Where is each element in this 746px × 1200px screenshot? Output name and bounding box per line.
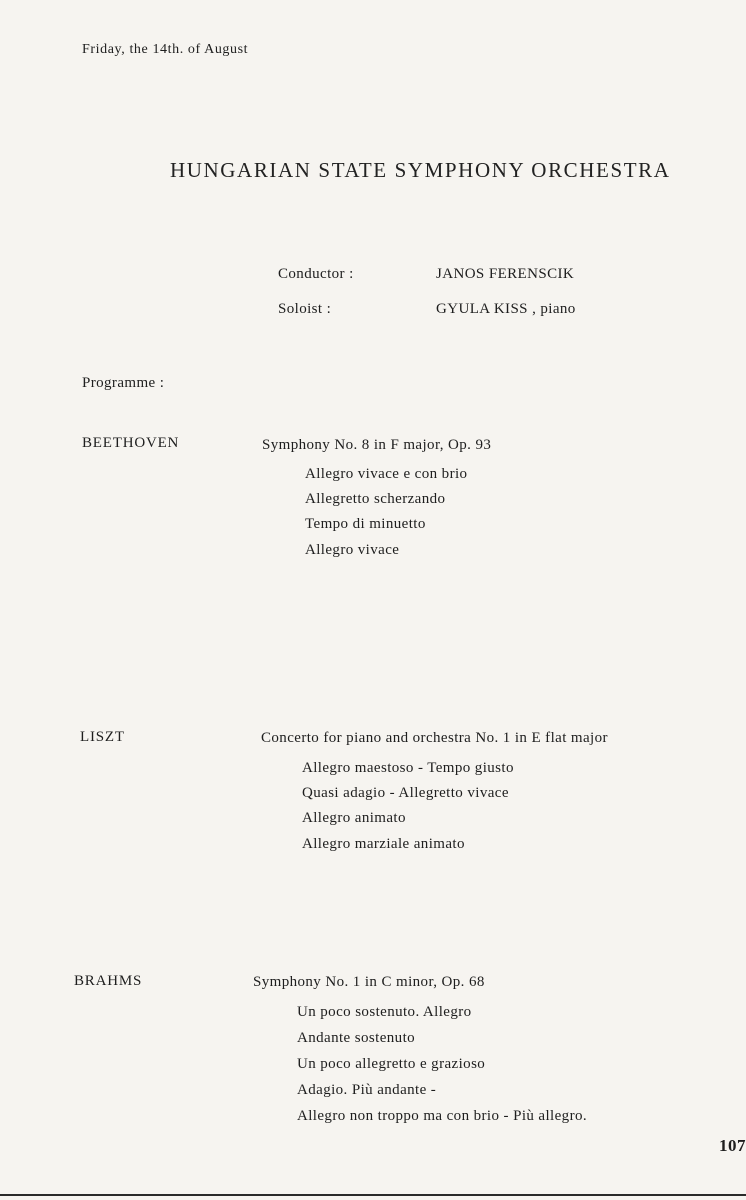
movement-item: Allegro animato xyxy=(302,810,406,826)
composer-beethoven: BEETHOVEN xyxy=(82,435,180,451)
movement-item: Tempo di minuetto xyxy=(305,516,426,532)
page-bottom-rule xyxy=(0,1194,746,1196)
movement-item: Un poco allegretto e grazioso xyxy=(297,1056,486,1072)
movement-item: Un poco sostenuto. Allegro xyxy=(297,1004,472,1020)
soloist-name: GYULA KISS , piano xyxy=(436,301,576,317)
composer-brahms: BRAHMS xyxy=(74,973,143,989)
movement-item: Allegro vivace e con brio xyxy=(305,466,468,482)
conductor-name: JANOS FERENSCIK xyxy=(436,266,575,282)
soloist-label: Soloist : xyxy=(278,301,332,317)
conductor-label: Conductor : xyxy=(278,266,354,282)
movement-item: Allegretto scherzando xyxy=(305,491,446,507)
work-beethoven: Symphony No. 8 in F major, Op. 93 xyxy=(262,437,492,453)
programme-label: Programme : xyxy=(82,375,165,391)
composer-liszt: LISZT xyxy=(80,729,125,745)
movement-item: Allegro marziale animato xyxy=(302,836,465,852)
movement-item: Allegro maestoso - Tempo giusto xyxy=(302,760,514,776)
movement-item: Adagio. Più andante - xyxy=(297,1082,437,1098)
work-brahms: Symphony No. 1 in C minor, Op. 68 xyxy=(253,974,485,990)
work-liszt: Concerto for piano and orchestra No. 1 in E flat major xyxy=(261,730,608,746)
movement-item: Andante sostenuto xyxy=(297,1030,416,1046)
movement-item: Allegro vivace xyxy=(305,542,400,558)
concert-date: Friday, the 14th. of August xyxy=(82,42,249,57)
orchestra-title: HUNGARIAN STATE SYMPHONY ORCHESTRA xyxy=(170,158,671,182)
movement-item: Quasi adagio - Allegretto vivace xyxy=(302,785,509,801)
page-number: 107 xyxy=(719,1136,746,1155)
movement-item: Allegro non troppo ma con brio - Più allegro. xyxy=(297,1108,588,1124)
